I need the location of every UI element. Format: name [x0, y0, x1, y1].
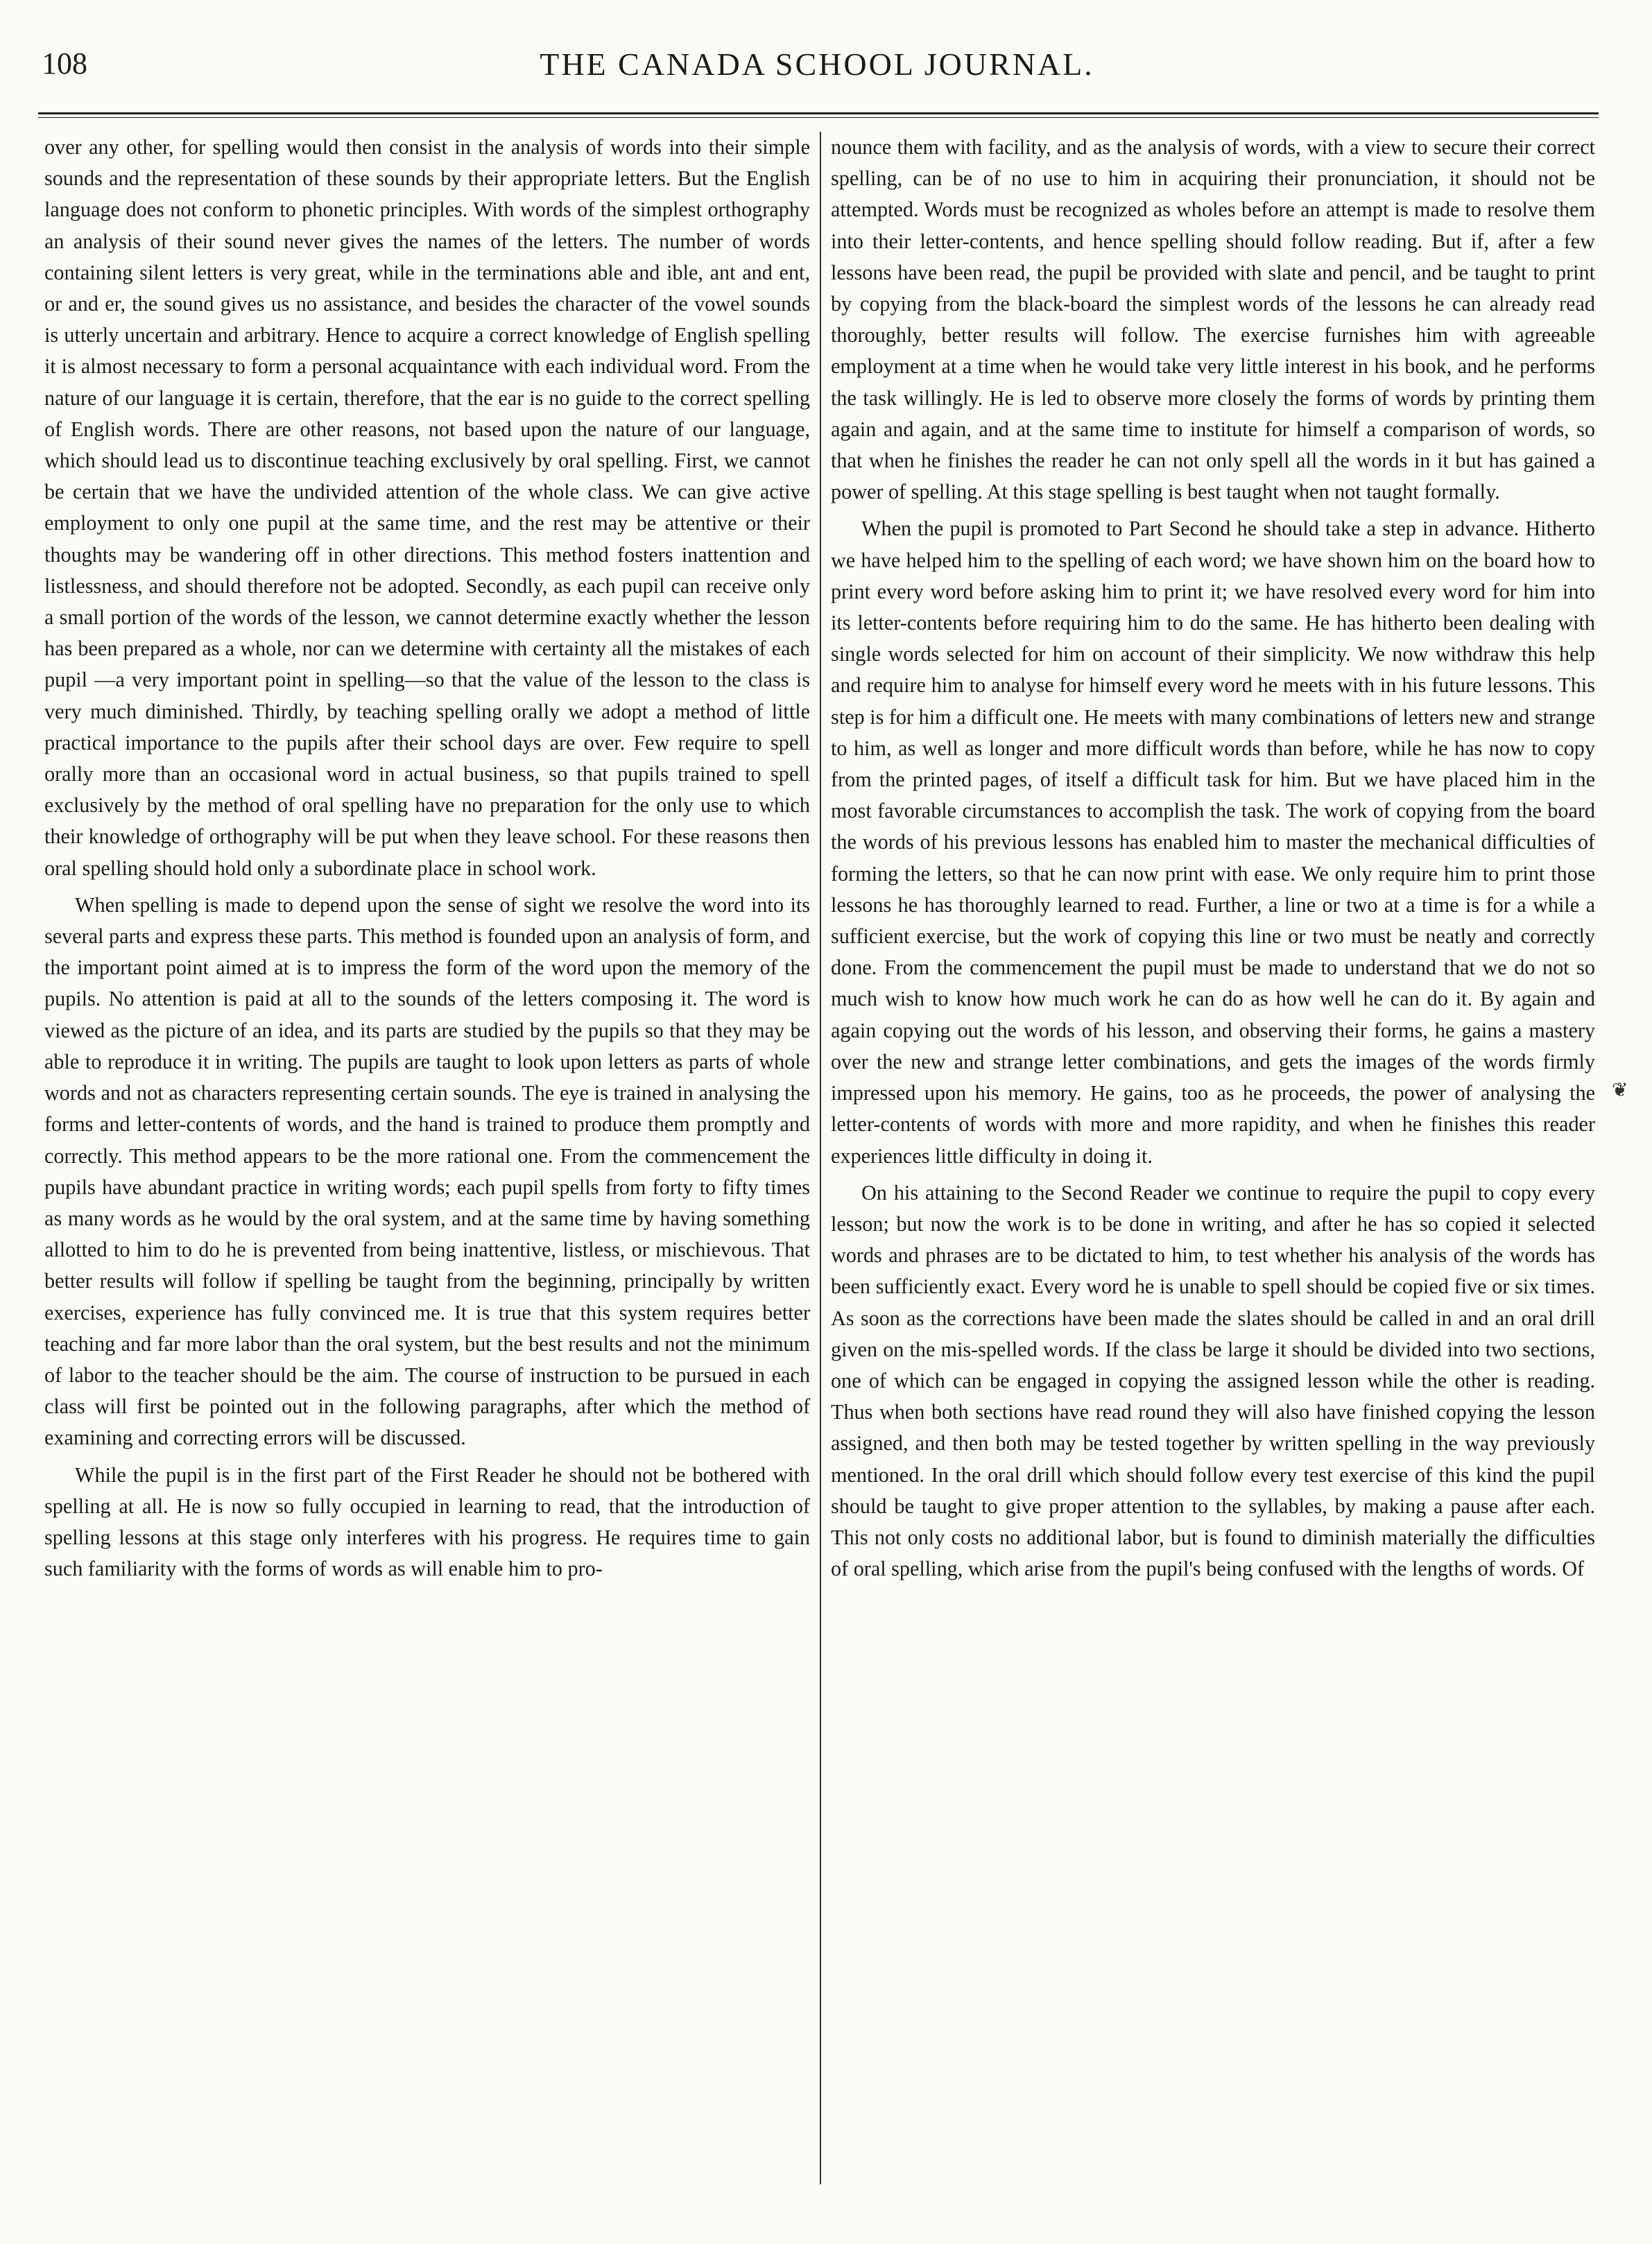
paragraph: On his attaining to the Second Reader we continue to require the pupil to copy every lesson; but now the work is to be done in writing, and after he has so copied it selected words and phrases are to be dictated to him, to test whether his analysis of the words has been sufficiently exact. Every word he is unable to spell should be copied five or six times. As soon as the corrections have been made the slates should be called in and an oral drill given on the mis-spelled words. If the class be large it should be divided into two sections, one of which can be engaged in copying the assigned lesson while the other is reading. Thus when both sections have read round they will also have finished copying the lesson assigned, and then both may be tested together by written spelling in the way previously mentioned. In the oral drill which should follow every test exercise of this kind the pupil should be taught to give proper attention to the syllables, by making a pause after each. This not only costs no additional labor, but is found to diminish materially the difficulties of oral spelling, which arise from the pupil's being confused with the lengths of words. Of — [831, 1180, 1595, 1581]
journal-title: THE CANADA SCHOOL JOURNAL. — [540, 46, 1094, 82]
left-column — [44, 132, 810, 2198]
paragraph: While the pupil is in the first part of the First Reader he should not be bothered with spelling at all. He is now so fully occupied in learning to read, that the introduction of spelling lessons at this stage only interferes with his progress. He requires time to gain such familiarity with the forms of words as will enable him to pro- — [44, 1462, 810, 1581]
column-divider — [820, 132, 821, 2184]
page-header — [42, 42, 1592, 97]
right-column — [831, 132, 1595, 2198]
page-number: 108 — [42, 46, 87, 80]
paragraph: over any other, for spelling would then consist in the analysis of words into their simple sounds and the representation of these sounds by their appropriate letters. But the English language does not conform to phonetic principles. With words of the simplest orthography an analysis of their sound never gives the names of the letters. The number of words containing silent letters is very great, while in the terminations able and ible, ant and ent, or and er, the sound gives us no assistance, and besides the character of the vowel sounds is utterly uncertain and arbitrary. Hence to acquire a correct knowledge of English spelling it is almost necessary to form a personal acquaintance with each individual word. From the nature of our language it is certain, therefore, that the ear is no guide to the correct spelling of English words. There are other reasons, not based upon the nature of our language, which should lead us to discontinue teaching exclusively by oral spelling. First, we cannot be certain that we have the undivided attention of the whole class. We can give active employment to only one pupil at the same time, and the rest may be attentive or their thoughts may be wandering off in other directions. This method fosters inattention and listlessness, and should therefore not be adopted. Secondly, as each pupil can receive only a small portion of the words of the lesson, we cannot determine exactly whether the lesson has been prepared as a whole, nor can we determine with certainty all the mistakes of each pupil —a very important point in spelling—so that the value of the lesson to the class is very much diminished. Thirdly, by teaching spelling orally we adopt a method of little practical importance to the pupils after their school days are over. Few require to spell orally more than an occasional word in actual business, so that pupils trained to spell exclusively by the method of oral spelling have no preparation for the only use to which their knowledge of orthography will be put when they leave school. For these reasons then oral spelling should hold only a subordinate place in school work. — [44, 135, 810, 880]
paragraph: When the pupil is promoted to Part Second he should take a step in advance. Hitherto we have helped him to the spelling of each word; we have shown him on the board how to print every word before asking him to print it; we have resolved every word for him into its letter-contents before requiring him to do the same. He has hitherto been dealing with single words selected for him on account of their simplicity. We now withdraw this help and require him to analyse for himself every word he meets with in his future lessons. This step is for him a difficult one. He meets with many combinations of letters new and strange to him, as well as longer and more difficult words than before, while he has now to copy from the printed pages, of itself a difficult task for him. But we have placed him in the most favorable circumstances to accomplish the task. The work of copying from the board the words of his previous lessons has enabled him to master the mechanical difficulties of forming the letters, so that he can now print with ease. We only require him to print those lessons he has thoroughly learned to read. Further, a line or two at a time is for a while a sufficient exercise, but the work of copying this line or two must be neatly and correctly done. From the commencement the pupil must be made to understand that we do not so much wish to know how much work he can do as how well he can do it. By again and again copying out the words of his lesson, and observing their forms, he gains a mastery over the new and strange letter combinations, and gets the images of the words firmly impressed upon his memory. He gains, too as he proceeds, the power of analysing the letter-contents of words with more and more rapidity, and when he finishes this reader experiences little difficulty in doing it. — [831, 517, 1595, 1168]
margin-ornament-icon: ❦ — [1612, 1078, 1628, 1101]
paragraph: nounce them with facility, and as the analysis of words, with a view to secure their correct spelling, can be of no use to him in acquiring their pronunciation, it should not be attempted. Words must be recognized as wholes before an attempt is made to resolve them into their letter-contents, and hence spelling should follow reading. But if, after a few lessons have been read, the pupil be provided with slate and pencil, and be taught to print by copying from the black-board the simplest words of the lessons he can already read thoroughly, better results will follow. The exercise furnishes him with agreeable employment at a time when he would take very little interest in his book, and he performs the task willingly. He is led to observe more closely the forms of words by printing them again and again, and at the same time to institute for himself a comparison of words, so that when he finishes the reader he can not only spell all the words in it but has gained a power of spelling. At this stage spelling is best taught when not taught formally. — [831, 135, 1595, 504]
header-rule — [38, 112, 1599, 118]
paragraph: When spelling is made to depend upon the sense of sight we resolve the word into its several parts and express these parts. This method is founded upon an analysis of form, and the important point aimed at is to impress the form of the word upon the memory of the pupils. No attention is paid at all to the sounds of the letters composing it. The word is viewed as the picture of an idea, and its parts are studied by the pupils so that they may be able to reproduce it in writing. The pupils are taught to look upon letters as parts of whole words and not as characters representing certain sounds. The eye is trained in analysing the forms and letter-contents of words, and the hand is trained to produce them promptly and correctly. This method appears to be the more rational one. From the commencement the pupils have abundant practice in writing words; each pupil spells from forty to fifty times as many words as he would by the oral system, and at the same time by having something allotted to him to do he is prevented from being inattentive, listless, or mischievous. That better results will follow if spelling be taught from the beginning, principally by written exercises, experience has fully convinced me. It is true that this system requires better teaching and far more labor than the oral system, but the best results and not the minimum of labor to the teacher should be the aim. The course of instruction to be pursued in each class will first be pointed out in the following paragraphs, after which the method of examining and correcting errors will be discussed. — [44, 892, 810, 1450]
